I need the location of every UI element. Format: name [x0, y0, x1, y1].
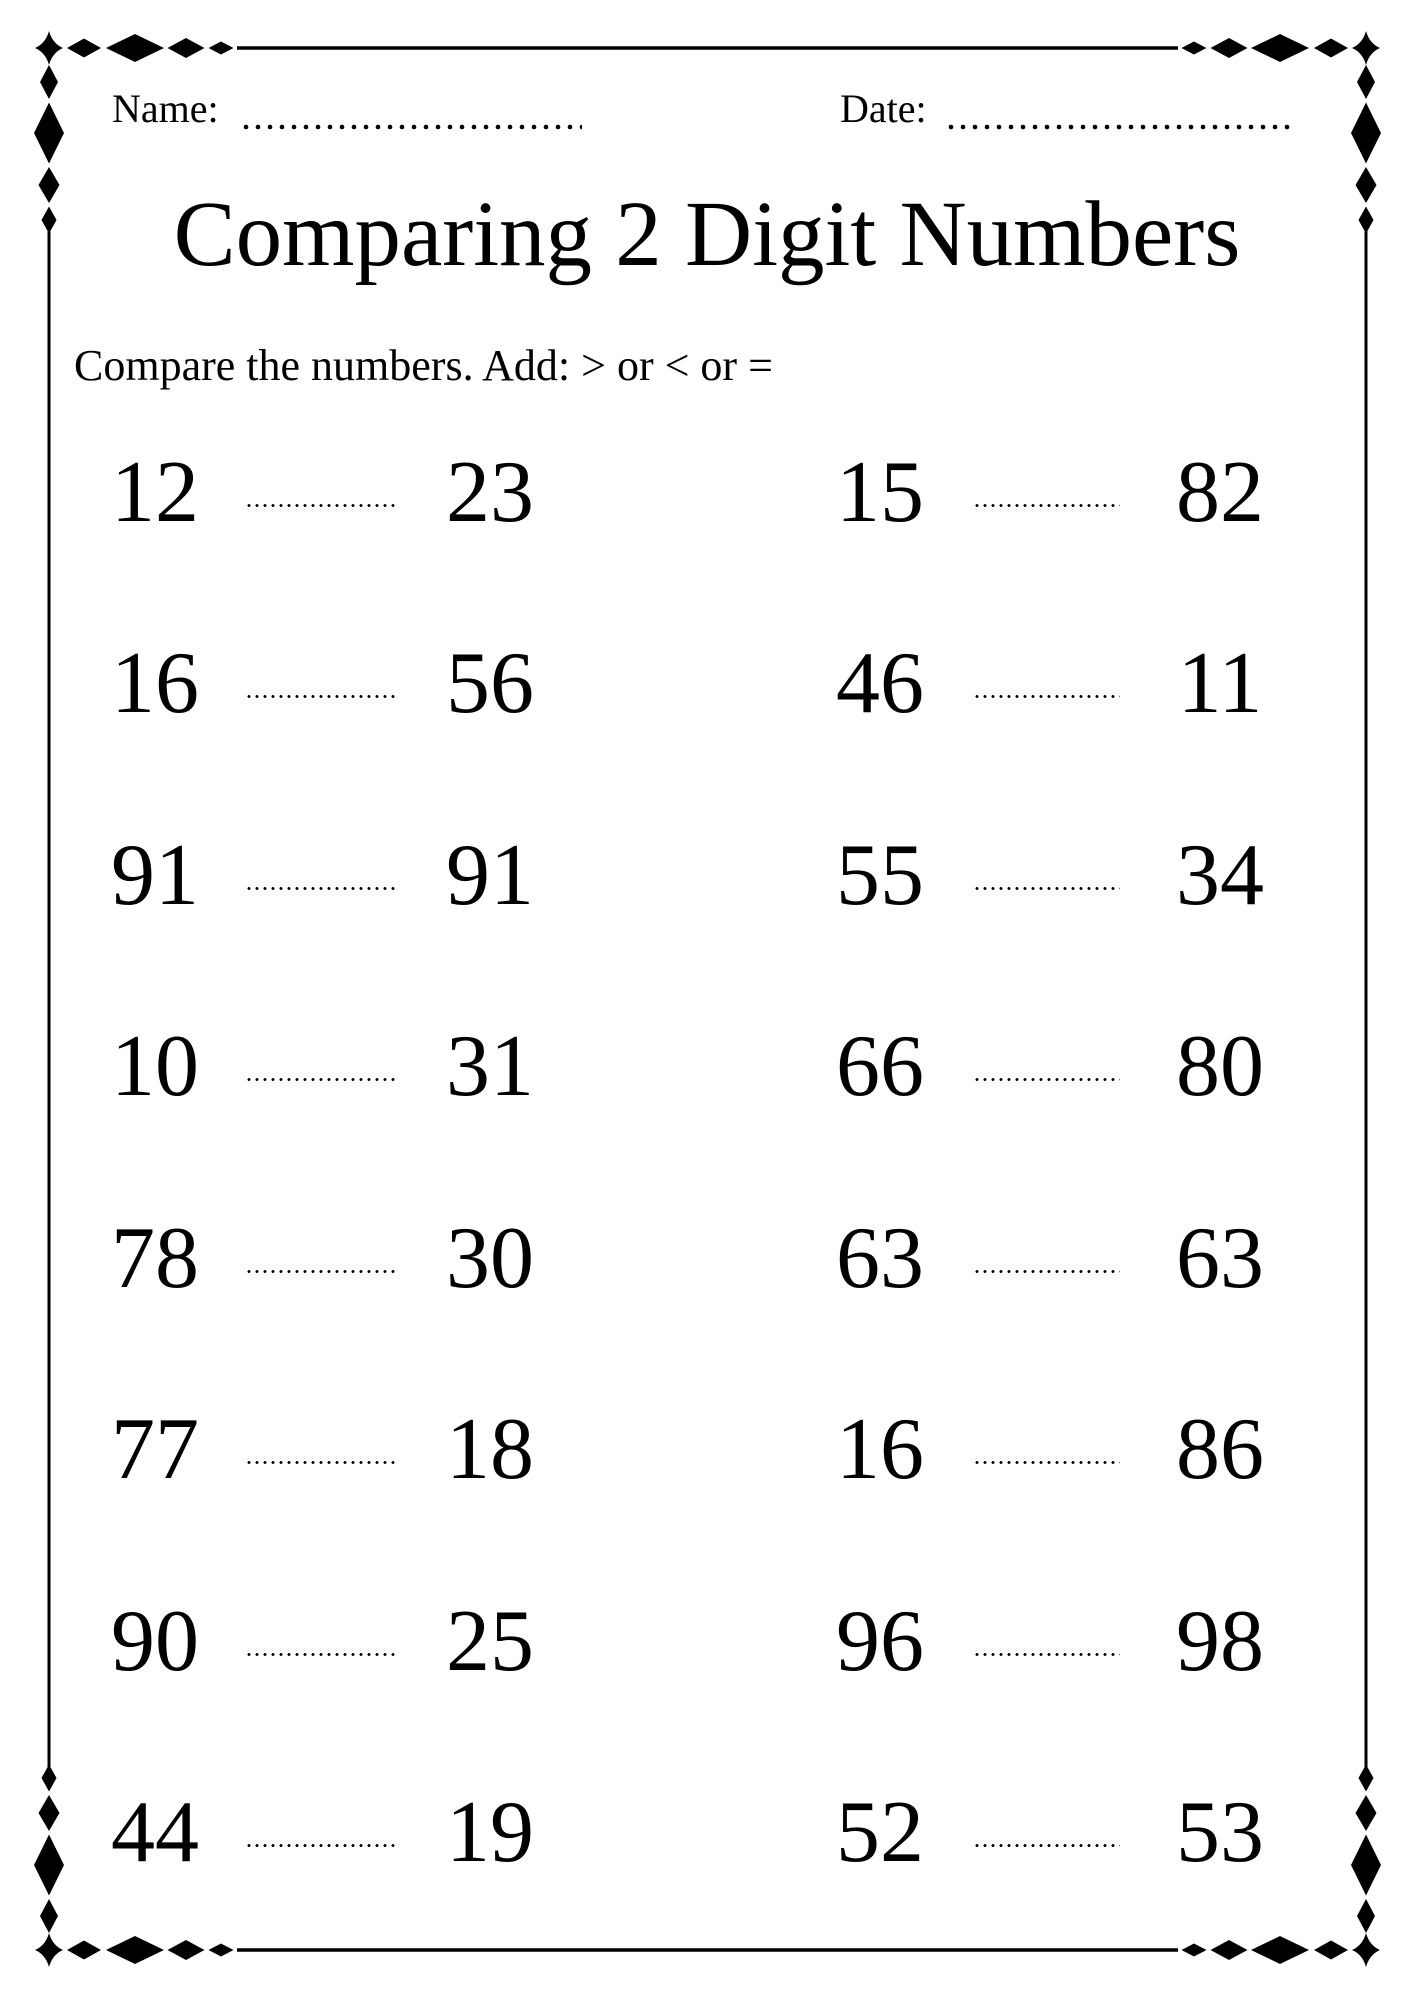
problem-number-left-a: 12	[111, 444, 199, 541]
problem-row	[0, 986, 1414, 1176]
problem-number-left-a: 16	[111, 635, 199, 732]
problem-number-left-a: 77	[111, 1401, 199, 1498]
problem-number-left-b: 30	[446, 1210, 534, 1307]
date-label: Date:	[840, 86, 927, 131]
problem-number-right-a: 63	[836, 1210, 924, 1307]
problem-number-left-a: 44	[111, 1784, 199, 1881]
problem-number-right-b: 86	[1176, 1401, 1264, 1498]
problem-number-right-a: 15	[836, 444, 924, 541]
problem-number-left-a: 91	[111, 827, 199, 924]
problem-number-left-b: 91	[446, 827, 534, 924]
answer-line-right[interactable]	[973, 1461, 1120, 1464]
problem-number-left-a: 10	[111, 1018, 199, 1115]
answer-line-right[interactable]	[973, 504, 1120, 507]
instruction-text: Compare the numbers. Add: > or < or =	[74, 341, 773, 390]
problem-number-right-a: 55	[836, 827, 924, 924]
worksheet-title: Comparing 2 Digit Numbers	[173, 183, 1241, 286]
problem-row	[0, 603, 1414, 793]
answer-line-left[interactable]	[245, 1078, 395, 1081]
problem-row	[0, 795, 1414, 985]
problem-number-right-a: 46	[836, 635, 924, 732]
problem-number-left-a: 90	[111, 1593, 199, 1690]
answer-line-left[interactable]	[245, 887, 395, 890]
problem-row	[0, 1752, 1414, 1942]
name-label: Name:	[112, 86, 219, 131]
problem-number-left-a: 78	[111, 1210, 199, 1307]
problem-number-left-b: 56	[446, 635, 534, 732]
answer-line-left[interactable]	[245, 1844, 395, 1847]
answer-line-right[interactable]	[973, 1653, 1120, 1656]
answer-line-right[interactable]	[973, 887, 1120, 890]
answer-line-right[interactable]	[973, 1270, 1120, 1273]
problem-number-left-b: 25	[446, 1593, 534, 1690]
problem-number-left-b: 23	[446, 444, 534, 541]
problem-number-left-b: 19	[446, 1784, 534, 1881]
problem-number-right-b: 34	[1176, 827, 1264, 924]
problem-number-right-a: 16	[836, 1401, 924, 1498]
answer-line-left[interactable]	[245, 1270, 395, 1273]
problem-row	[0, 1561, 1414, 1751]
problem-row	[0, 1369, 1414, 1559]
problem-number-right-b: 80	[1176, 1018, 1264, 1115]
problem-number-right-b: 63	[1176, 1210, 1264, 1307]
problem-number-right-a: 52	[836, 1784, 924, 1881]
answer-line-right[interactable]	[973, 1078, 1120, 1081]
answer-line-left[interactable]	[245, 504, 395, 507]
answer-line-left[interactable]	[245, 695, 395, 698]
problem-number-right-a: 96	[836, 1593, 924, 1690]
answer-line-right[interactable]	[973, 695, 1120, 698]
problem-number-left-b: 31	[446, 1018, 534, 1115]
answer-line-left[interactable]	[245, 1653, 395, 1656]
problem-number-right-b: 98	[1176, 1593, 1264, 1690]
answer-line-right[interactable]	[973, 1844, 1120, 1847]
problem-number-right-b: 11	[1177, 635, 1263, 732]
problem-number-left-b: 18	[446, 1401, 534, 1498]
problem-row	[0, 412, 1414, 602]
problem-number-right-b: 53	[1176, 1784, 1264, 1881]
answer-line-left[interactable]	[245, 1461, 395, 1464]
problem-row	[0, 1178, 1414, 1368]
problem-number-right-a: 66	[836, 1018, 924, 1115]
problem-number-right-b: 82	[1176, 444, 1264, 541]
